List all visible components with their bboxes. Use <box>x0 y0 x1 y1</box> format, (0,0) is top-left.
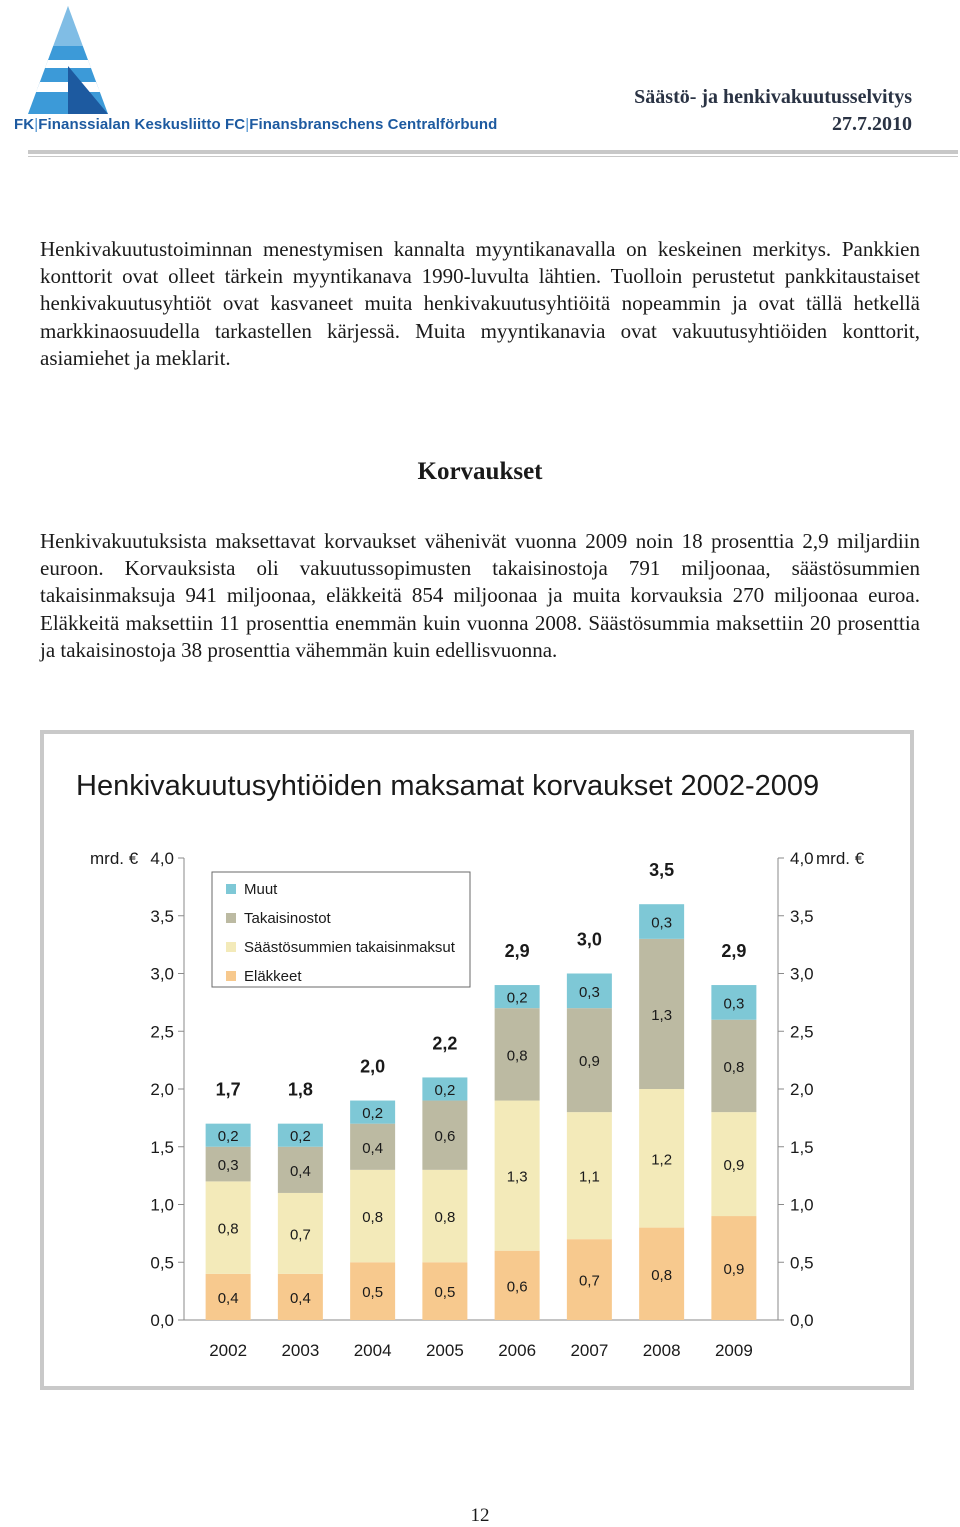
legend-label: Muut <box>244 881 278 898</box>
legend-swatch <box>226 913 236 923</box>
segment-value-label: 0,9 <box>578 1053 600 1071</box>
y-tick-label-left: 3,5 <box>150 906 174 926</box>
segment-value-label: 0,2 <box>217 1128 239 1146</box>
bar-total-label: 2,9 <box>721 941 747 962</box>
y-tick-label-left: 4,0 <box>150 849 174 868</box>
segment-value-label: 0,8 <box>723 1058 745 1076</box>
y-tick-label-left: 0,0 <box>150 1311 174 1330</box>
segment-value-label: 0,4 <box>362 1139 384 1157</box>
y-tick-label-right: 1,0 <box>790 1195 814 1215</box>
legend-label: Eläkkeet <box>244 968 302 985</box>
segment-value-label: 0,5 <box>434 1284 456 1302</box>
header-divider <box>28 150 958 154</box>
x-tick-label: 2002 <box>209 1341 248 1360</box>
legend-swatch <box>226 942 236 952</box>
x-tick-label: 2006 <box>498 1341 537 1360</box>
intro-paragraph: Henkivakuutustoiminnan menestymisen kannalta myyntikanavalla on keskeinen merkitys. Pankkien konttorit ovat olleet tärkein myyntikanava 1990-luvulta lähtien. Tuolloin perustetut pankkitaustaiset henkivakuutusyhtiöt ovat kasvaneet muita henkivakuutusyhtiöitä nopeammin ja ovat tällä hetkellä markkinaosuudella tarkastellen kärjessä. Muita myyntikanavia ovat vakuutusyhtiöiden konttorit, asiamiehet ja meklarit. <box>40 237 920 370</box>
org-fc: FC <box>225 116 246 133</box>
y-unit-right: mrd. € <box>816 849 865 868</box>
segment-value-label: 0,9 <box>723 1157 745 1175</box>
y-tick-label-left: 0,5 <box>150 1253 174 1273</box>
y-tick-label-right: 3,5 <box>790 906 814 926</box>
org-fi: Finanssialan Keskusliitto <box>38 116 221 133</box>
segment-value-label: 0,3 <box>578 983 600 1001</box>
segment-value-label: 0,9 <box>723 1261 745 1279</box>
segment-value-label: 0,4 <box>217 1289 239 1307</box>
segment-value-label: 0,7 <box>289 1226 311 1244</box>
document-date: 27.7.2010 <box>832 113 912 135</box>
y-tick-label-left: 2,0 <box>150 1080 174 1099</box>
bar-total-label: 2,9 <box>504 941 530 962</box>
legend-label: Säästösummien takaisinmaksut <box>244 939 455 956</box>
x-tick-label: 2008 <box>642 1341 681 1360</box>
y-unit-left: mrd. € <box>90 849 139 868</box>
segment-value-label: 1,3 <box>506 1168 528 1186</box>
bar-total-label: 3,5 <box>649 860 675 881</box>
y-tick-label-right: 4,0 <box>790 849 814 868</box>
segment-value-label: 0,2 <box>289 1128 311 1146</box>
segment-value-label: 0,5 <box>362 1284 384 1302</box>
segment-value-label: 0,8 <box>506 1047 528 1065</box>
segment-value-label: 1,3 <box>651 1006 673 1024</box>
y-tick-label-right: 1,5 <box>790 1137 814 1157</box>
org-fk: FK <box>14 116 35 133</box>
segment-value-label: 0,3 <box>651 914 673 932</box>
y-tick-label-right: 2,0 <box>790 1080 814 1099</box>
legend-swatch <box>226 884 236 894</box>
y-tick-label-left: 1,0 <box>150 1195 174 1215</box>
segment-value-label: 1,1 <box>578 1168 600 1186</box>
segment-value-label: 0,2 <box>362 1105 384 1123</box>
x-tick-label: 2005 <box>425 1341 464 1360</box>
segment-value-label: 0,8 <box>362 1209 384 1227</box>
segment-value-label: 0,2 <box>506 989 528 1007</box>
chart-title: Henkivakuutusyhtiöiden maksamat korvaukset 2002-2009 <box>76 770 820 802</box>
y-tick-label-left: 3,0 <box>150 964 174 984</box>
page-number: 12 <box>470 1505 490 1526</box>
y-tick-label-right: 3,0 <box>790 964 814 984</box>
segment-value-label: 0,8 <box>651 1266 673 1284</box>
document-header <box>634 86 912 136</box>
segment-value-label: 0,2 <box>434 1082 456 1099</box>
segment-value-label: 0,6 <box>506 1278 528 1296</box>
x-tick-label: 2003 <box>281 1341 320 1360</box>
segment-value-label: 0,4 <box>289 1289 311 1307</box>
bar-total-label: 1,8 <box>287 1079 313 1100</box>
segment-value-label: 1,2 <box>651 1151 673 1169</box>
legend-swatch <box>226 971 236 981</box>
bar-total-label: 2,2 <box>432 1033 458 1054</box>
segment-value-label: 0,3 <box>217 1157 239 1175</box>
stacked-bar-chart <box>44 830 912 1380</box>
y-tick-label-left: 2,5 <box>150 1022 174 1042</box>
segment-value-label: 0,8 <box>217 1220 239 1238</box>
y-tick-label-right: 0,5 <box>790 1253 814 1273</box>
y-tick-label-right: 0,0 <box>790 1311 814 1330</box>
segment-value-label: 0,7 <box>578 1272 600 1290</box>
x-tick-label: 2004 <box>353 1341 392 1360</box>
y-tick-label-left: 1,5 <box>150 1137 174 1157</box>
x-tick-label: 2009 <box>714 1341 753 1360</box>
document-title: Säästö- ja henkivakuutusselvitys <box>634 86 912 108</box>
organization-name: FK|Finanssialan Keskusliitto FC|Finansbranschens Centralförbund <box>14 116 498 133</box>
logo-mark-icon <box>28 6 108 114</box>
section-paragraph: Henkivakuutuksista maksettavat korvaukset vähenivät vuonna 2009 noin 18 prosenttia 2,9 miljardiin euroon. Korvauksista oli vakuutussopimusten takaisinostoja 791 miljoonaa, säästösummien takaisinmaksuja 941 miljoonaa, eläkkeitä 854 miljoonaa ja muita korvauksia 270 miljoonaa euroa. Eläkkeitä maksettiin 11 prosenttia enemmän kuin vuonna 2008. Säästösummia maksettiin 20 prosenttia ja takaisinostoja 38 prosenttia vähemmän kuin edellisvuonna. <box>40 529 920 662</box>
org-sv: Finansbranschens Centralförbund <box>249 116 498 133</box>
legend-label: Takaisinostot <box>244 910 331 927</box>
segment-value-label: 0,6 <box>434 1128 456 1146</box>
x-tick-label: 2007 <box>570 1341 609 1360</box>
segment-value-label: 0,4 <box>289 1162 311 1180</box>
bar-total-label: 2,0 <box>360 1056 386 1077</box>
segment-value-label: 0,8 <box>434 1209 456 1227</box>
header-divider-thin <box>28 156 958 157</box>
section-heading: Korvaukset <box>417 458 543 485</box>
segment-value-label: 0,3 <box>723 995 745 1013</box>
y-tick-label-right: 2,5 <box>790 1022 814 1042</box>
bar-total-label: 3,0 <box>576 929 602 950</box>
bar-total-label: 1,7 <box>215 1079 241 1100</box>
